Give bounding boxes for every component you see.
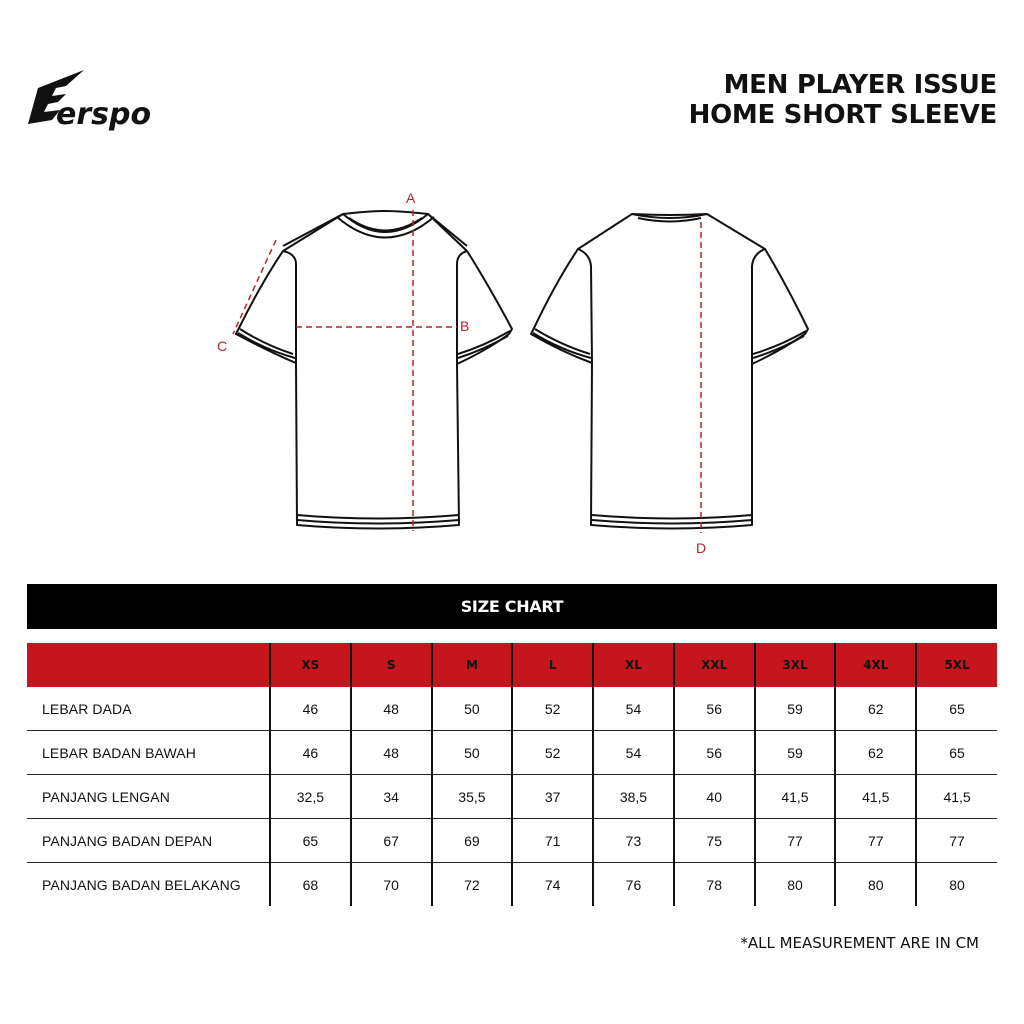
shirt-back-illustration [531,214,808,529]
product-title-line-1: MEN PLAYER ISSUE [723,70,997,100]
table-cell: 50 [432,687,513,731]
table-cell: 46 [270,687,351,731]
shirt-illustrations [0,180,1024,570]
table-cell: 38,5 [593,775,674,819]
size-header-empty [27,643,270,687]
size-header-cell: S [351,643,432,687]
table-cell: 59 [755,731,836,775]
table-cell: 52 [512,687,593,731]
table-cell: 77 [755,819,836,863]
table-cell: 41,5 [755,775,836,819]
table-cell: 65 [270,819,351,863]
measure-label-c: C [217,338,228,354]
size-header-cell: 4XL [835,643,916,687]
table-cell: 68 [270,863,351,907]
table-cell: 77 [916,819,997,863]
size-header-row [27,643,997,687]
table-cell: 67 [351,819,432,863]
size-header-cell: 3XL [755,643,836,687]
table-row [27,819,997,863]
size-header-cell: XS [270,643,351,687]
table-cell: 69 [432,819,513,863]
table-cell: 54 [593,731,674,775]
table-row [27,775,997,819]
table-cell: 72 [432,863,513,907]
measure-label-b: B [460,318,470,334]
table-cell: 56 [674,731,755,775]
table-cell: 80 [755,863,836,907]
brand-logo [26,70,166,134]
table-cell: 41,5 [916,775,997,819]
table-cell: 75 [674,819,755,863]
row-label: LEBAR BADAN BAWAH [27,731,270,775]
size-header-cell: XXL [674,643,755,687]
table-cell: 70 [351,863,432,907]
product-title-line-2: HOME SHORT SLEEVE [688,100,997,130]
table-cell: 54 [593,687,674,731]
table-cell: 71 [512,819,593,863]
table-row [27,863,997,907]
table-cell: 56 [674,687,755,731]
row-label: PANJANG LENGAN [27,775,270,819]
table-cell: 37 [512,775,593,819]
table-cell: 59 [755,687,836,731]
table-cell: 74 [512,863,593,907]
table-cell: 35,5 [432,775,513,819]
size-header-cell: M [432,643,513,687]
table-cell: 80 [835,863,916,907]
size-chart-heading: SIZE CHART [27,584,997,629]
brand-logo-text: erspo [56,97,152,132]
table-cell: 48 [351,687,432,731]
measure-label-d: D [696,540,707,556]
size-header-cell: L [512,643,593,687]
product-title [689,70,997,130]
table-cell: 40 [674,775,755,819]
table-cell: 65 [916,731,997,775]
table-cell: 73 [593,819,674,863]
size-chart-table [27,643,997,906]
table-cell: 41,5 [835,775,916,819]
table-cell: 76 [593,863,674,907]
row-label: PANJANG BADAN BELAKANG [27,863,270,907]
table-cell: 62 [835,687,916,731]
size-header-cell: XL [593,643,674,687]
table-cell: 32,5 [270,775,351,819]
table-row [27,687,997,731]
table-cell: 50 [432,731,513,775]
table-row [27,731,997,775]
size-header-cell: 5XL [916,643,997,687]
table-cell: 65 [916,687,997,731]
table-cell: 48 [351,731,432,775]
table-cell: 62 [835,731,916,775]
erspo-e-logo-icon [26,70,166,134]
shirt-front-illustration [236,211,512,529]
table-cell: 34 [351,775,432,819]
table-cell: 52 [512,731,593,775]
table-cell: 77 [835,819,916,863]
row-label: LEBAR DADA [42,700,132,717]
table-cell: 46 [270,731,351,775]
measurement-footnote: *ALL MEASUREMENT ARE IN CM [740,934,979,952]
row-label: PANJANG BADAN DEPAN [27,819,270,863]
table-cell: 78 [674,863,755,907]
table-cell: 80 [916,863,997,907]
measure-label-a: A [406,190,416,206]
